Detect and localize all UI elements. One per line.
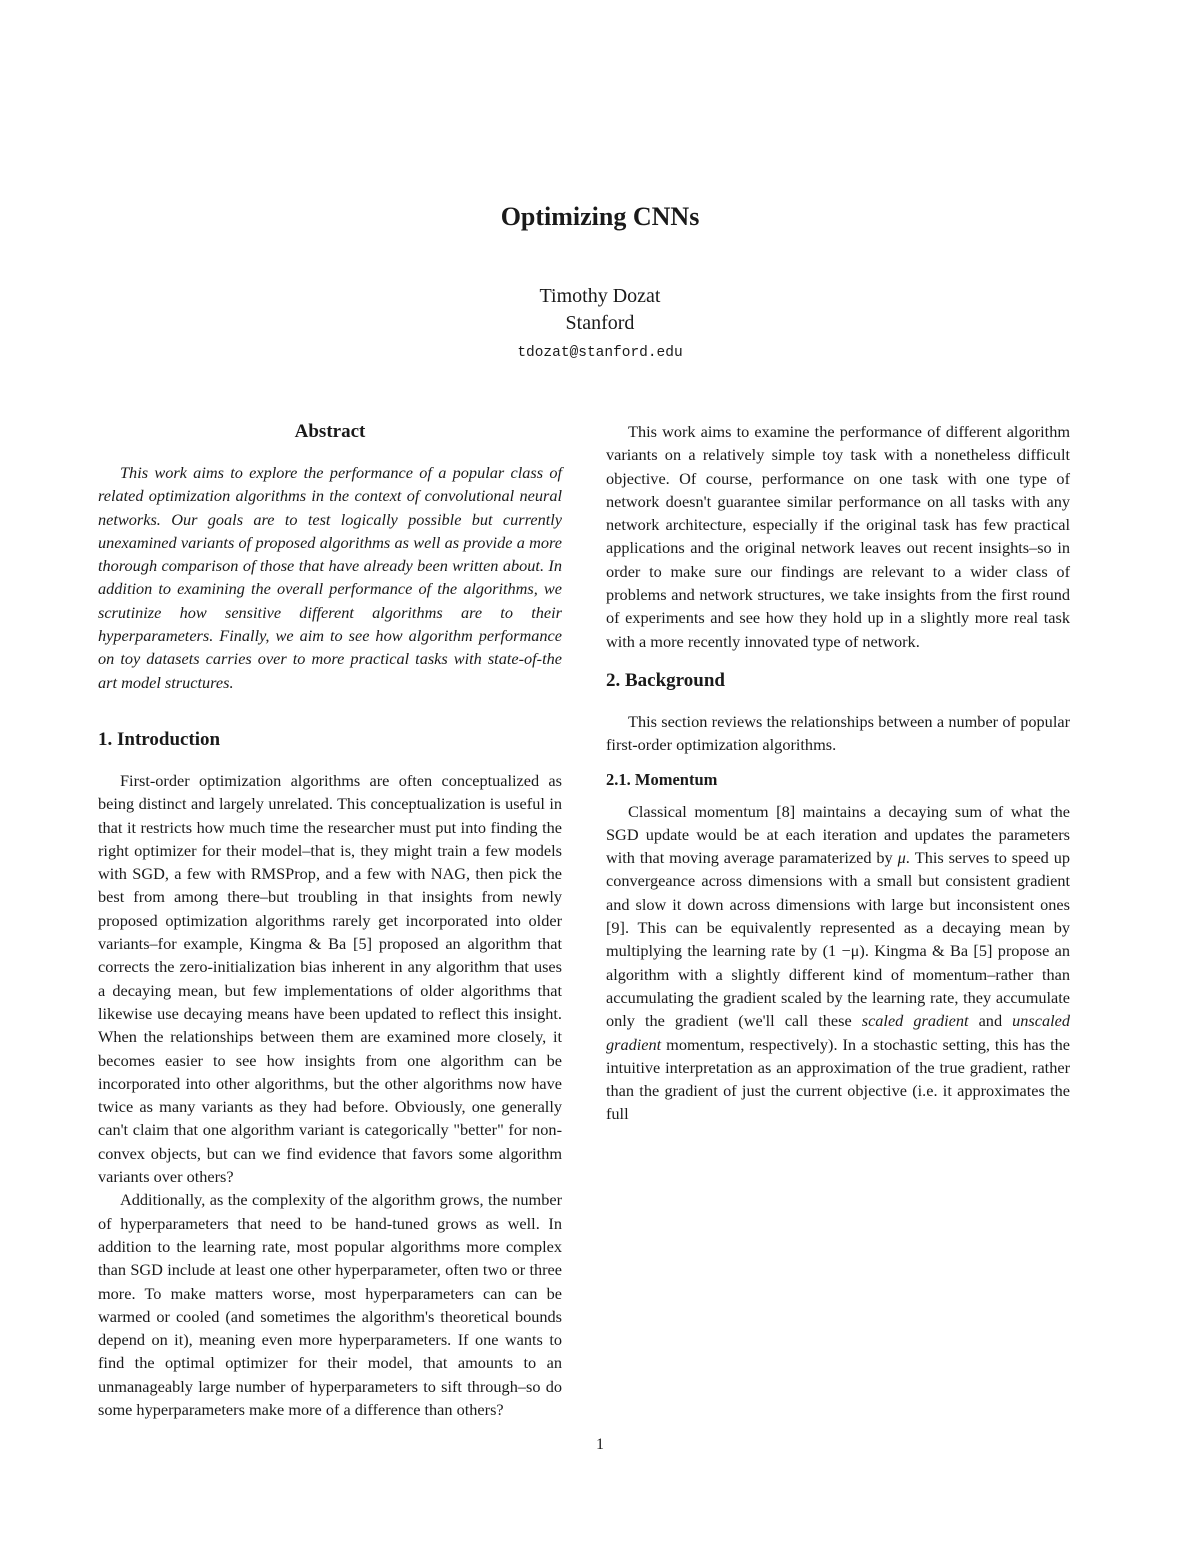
momentum-text-b: . This serves to speed up convergeance across dimensions with a small but consistent gradient and slow it down across dimensions with large but inconsistent ones [9]. This can be equivalently represented as a decaying mean by multiplying the learning rate by (606, 848, 1070, 961)
intro-paragraph-1: First-order optimization algorithms are often conceptualized as being distinct and largely unrelated. This conceptualization is useful in that it restricts how much time the researcher must put into finding the right optimizer for their model–that is, they might train a few models with SGD, a few with RMSProp, and a few with NAG, then pick the best from among there–but troubling in that insights from newly proposed optimization algorithms rarely get incorporated into older variants–for example, Kingma & Ba [5] proposed an algorithm that corrects the zero-initialization bias inherent in any algorithm that uses a decaying mean, but few implementations of older algorithms that likewise use decaying means have been updated to reflect this insight. When the relationships between them are examined more closely, it becomes easier to see how insights from one algorithm can be incorporated into other algorithms, but the other algorithms now have twice as many variants as they had before. Obviously, one generally can't claim that one algorithm variant is categorically "better" for non-convex objects, but can we find evidence that favors some algorithm variants over others? (98, 770, 562, 1187)
momentum-text-c: . Kingma & Ba [5] propose an algorithm with a slightly different kind of momentum–rather than accumulating the gradient scaled by the learning rate, they accumulate only the gradient (we'll call these (606, 941, 1070, 1031)
term-unscaled-gradient: unscaled gradient (606, 1011, 1070, 1054)
momentum-text-e: momentum, respectively). In a stochastic setting, this has the intuitive interpretation as an approximation of the true gradient, rather than the gradient of just the current objective (i.e. it approximates the full (606, 1034, 1070, 1124)
mu-symbol: μ (897, 848, 906, 868)
momentum-text-a: Classical momentum [8] maintains a decaying sum of what the SGD update would be at each iteration and updates the parameters with that moving average paramaterized by (606, 801, 1070, 868)
momentum-text-d: and (968, 1011, 1013, 1031)
section-heading-introduction: 1. Introduction (98, 728, 221, 750)
page-number: 1 (596, 1436, 604, 1453)
abstract-heading: Abstract (294, 421, 366, 442)
term-scaled-gradient: scaled gradient (861, 1011, 969, 1031)
left-column (98, 420, 562, 1421)
intro-paragraph-2: Additionally, as the complexity of the algorithm grows, the number of hyperparameters that need to be hand-tuned grows as well. In addition to the learning rate, most popular algorithms more complex than SGD include at least one other hyperparameter, often two or three more. To make matters worse, most hyperparameters can can be warmed or cooled (and sometimes the algorithm's theoretical bounds depend on it), meaning even more hyperparameters. If one wants to find the optimal optimizer for their model, that amounts to an unmanageably large number of hyperparameters to sift through–so do some hyperparameters make more of a difference than others? (98, 1190, 562, 1419)
author-name: Timothy Dozat (539, 285, 661, 307)
intro-paragraph-3: This work aims to examine the performance of different algorithm variants on a relatively simple toy task with a nonetheless difficult objective. Of course, performance on one task with one type of network doesn't guarantee similar performance on all tasks with any network architecture, especially if the original task has few practical applications and the original network leaves out recent insights–so in order to make sure our findings are relevant to a wider class of problems and network structures, we take insights from the first round of experiments and see how they hold up in a slightly more real task with a more recently innovated type of network. (606, 422, 1070, 651)
abstract-body: This work aims to explore the performance of a popular class of related optimization algorithms in the context of convolutional neural networks. Our goals are to test logically possible but currently unexamined variants of proposed algorithms as well as provide a more thorough comparison of those that have already been written about. In addition to examining the overall performance of the algorithms, we scrutinize how sensitive different algorithms are to their hyperparameters. Finally, we aim to see how algorithm performance on toy datasets carries over to more practical tasks with state-of-the art model structures. (98, 463, 562, 692)
right-column (606, 420, 1070, 1126)
momentum-paragraph-1 (606, 800, 1070, 1126)
paper-title: Optimizing CNNs (500, 202, 700, 231)
subsection-heading-momentum: 2.1. Momentum (606, 769, 718, 789)
background-paragraph-1: This section reviews the relationships between a number of popular first-order optimization algorithms. (606, 711, 1070, 755)
learning-rate-formula: (1 −μ) (822, 941, 865, 961)
author-email: tdozat@stanford.edu (517, 345, 683, 361)
author-affiliation: Stanford (565, 312, 635, 334)
section-heading-background: 2. Background (606, 669, 725, 691)
